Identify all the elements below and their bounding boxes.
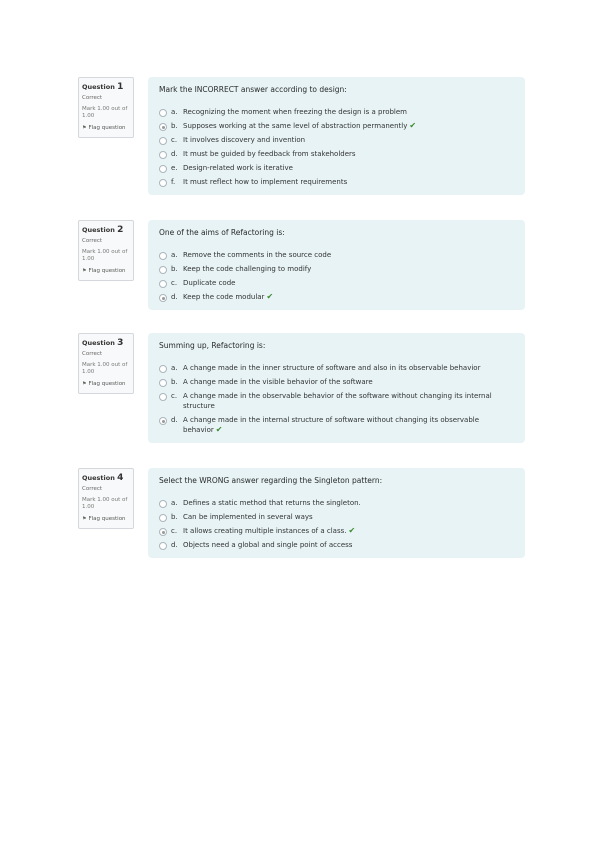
answer-label: A change made in the visible behavior of the software: [183, 378, 373, 386]
answer-text: [183, 540, 515, 550]
answer-option[interactable]: [159, 377, 515, 387]
answer-option[interactable]: [159, 415, 515, 435]
flag-question-label: Flag question: [88, 381, 126, 388]
answer-letter: c.: [171, 527, 178, 535]
correct-check-icon: ✔: [266, 292, 274, 301]
question-content: [148, 468, 525, 558]
answer-text: [183, 264, 515, 274]
question-grade: Mark 1.00 out of 1.00: [82, 362, 128, 376]
flag-question-link[interactable]: [82, 381, 130, 387]
answer-label: Keep the code modular: [183, 293, 265, 301]
correct-check-icon: ✔: [409, 121, 417, 130]
answer-letter: b.: [171, 378, 178, 386]
answer-letter: a.: [171, 364, 178, 372]
answer-letter: c.: [171, 136, 178, 144]
answer-label: Objects need a global and single point of access: [183, 541, 353, 549]
answer-text: [183, 149, 515, 159]
question-num: 3: [117, 338, 124, 348]
answer-letter: c.: [171, 279, 178, 287]
answer-text: [183, 415, 515, 435]
question-info: [78, 77, 134, 138]
answer-text: [183, 363, 515, 373]
answer-letter: a.: [171, 108, 178, 116]
question-number: [82, 82, 130, 92]
question-num: 1: [117, 82, 124, 92]
answer-radio[interactable]: [159, 151, 167, 159]
question-number: [82, 473, 130, 483]
answer-option[interactable]: [159, 107, 515, 117]
question-content: [148, 220, 525, 310]
question-label: Question: [82, 83, 115, 91]
answer-radio[interactable]: [159, 379, 167, 387]
answer-text: [183, 498, 515, 508]
answer-letter: c.: [171, 392, 178, 400]
answer-option[interactable]: [159, 526, 515, 536]
answer-radio[interactable]: [159, 179, 167, 187]
answer-text: [183, 121, 515, 131]
answer-text: [183, 278, 515, 288]
answer-text: [183, 163, 515, 173]
answer-label: It must reflect how to implement requirements: [183, 178, 348, 186]
answer-label: Remove the comments in the source code: [183, 251, 332, 259]
answer-radio[interactable]: [159, 165, 167, 173]
question-num: 2: [117, 225, 124, 235]
flag-icon: ⚑: [82, 516, 87, 523]
question-text: Select the WRONG answer regarding the Singleton pattern:: [159, 476, 383, 485]
answer-text: [183, 177, 515, 187]
correct-check-icon: ✔: [348, 526, 356, 535]
answer-text: [183, 391, 515, 411]
answer-label: It allows creating multiple instances of a class.: [183, 527, 347, 535]
answer-letter: e.: [171, 164, 178, 172]
question-text: Summing up, Refactoring is:: [159, 341, 266, 350]
question-num: 4: [117, 473, 124, 483]
answer-option[interactable]: [159, 264, 515, 274]
answer-option[interactable]: [159, 363, 515, 373]
answer-list: [159, 363, 515, 435]
answer-radio[interactable]: [159, 528, 167, 536]
answer-text: [183, 526, 515, 536]
question-label: Question: [82, 226, 115, 234]
answer-radio[interactable]: [159, 393, 167, 401]
answer-label: Design-related work is iterative: [183, 164, 293, 172]
question-info: [78, 333, 134, 394]
answer-option[interactable]: [159, 250, 515, 260]
flag-question-label: Flag question: [88, 268, 126, 275]
correct-check-icon: ✔: [215, 425, 223, 434]
flag-icon: ⚑: [82, 381, 87, 388]
answer-option[interactable]: [159, 512, 515, 522]
answer-label: Recognizing the moment when freezing the design is a problem: [183, 108, 407, 116]
answer-label: Can be implemented in several ways: [183, 513, 313, 521]
flag-question-label: Flag question: [88, 125, 126, 132]
question-text: Mark the INCORRECT answer according to design:: [159, 85, 347, 94]
question-label: Question: [82, 339, 115, 347]
answer-letter: d.: [171, 150, 178, 158]
answer-option[interactable]: [159, 391, 515, 411]
answer-option[interactable]: [159, 292, 515, 302]
answer-label: It must be guided by feedback from stakeholders: [183, 150, 356, 158]
answer-label: A change made in the internal structure of software without changing its observable behavior: [183, 416, 480, 434]
answer-radio[interactable]: [159, 514, 167, 522]
flag-question-link[interactable]: [82, 516, 130, 522]
question-state: Correct: [82, 238, 103, 244]
answer-text: [183, 512, 515, 522]
question-number: [82, 225, 130, 235]
question-grade: Mark 1.00 out of 1.00: [82, 497, 128, 511]
answer-option[interactable]: [159, 177, 515, 187]
answer-option[interactable]: [159, 163, 515, 173]
answer-letter: d.: [171, 293, 178, 301]
answer-radio[interactable]: [159, 542, 167, 550]
answer-letter: b.: [171, 122, 178, 130]
answer-radio[interactable]: [159, 252, 167, 260]
answer-radio[interactable]: [159, 123, 167, 131]
answer-option[interactable]: [159, 149, 515, 159]
answer-radio[interactable]: [159, 294, 167, 302]
flag-question-label: Flag question: [88, 516, 126, 523]
answer-letter: d.: [171, 416, 178, 424]
answer-option[interactable]: [159, 278, 515, 288]
question-state: Correct: [82, 486, 103, 492]
flag-question-link[interactable]: [82, 268, 130, 274]
answer-radio[interactable]: [159, 417, 167, 425]
answer-letter: b.: [171, 265, 178, 273]
answer-radio[interactable]: [159, 137, 167, 145]
answer-label: Supposes working at the same level of abstraction permanently: [183, 122, 408, 130]
answer-radio[interactable]: [159, 365, 167, 373]
answer-radio[interactable]: [159, 109, 167, 117]
answer-text: [183, 292, 515, 302]
answer-label: Keep the code challenging to modify: [183, 265, 312, 273]
answer-text: [183, 377, 515, 387]
answer-text: [183, 135, 515, 145]
flag-question-link[interactable]: [82, 125, 130, 131]
question-grade: Mark 1.00 out of 1.00: [82, 249, 128, 263]
question-info: [78, 468, 134, 529]
question-state: Correct: [82, 351, 103, 357]
answer-text: [183, 107, 515, 117]
answer-option[interactable]: [159, 121, 515, 131]
answer-radio[interactable]: [159, 500, 167, 508]
answer-label: It involves discovery and invention: [183, 136, 306, 144]
question-content: [148, 77, 525, 195]
answer-text: [183, 250, 515, 260]
question-state: Correct: [82, 95, 103, 101]
flag-icon: ⚑: [82, 125, 87, 132]
flag-icon: ⚑: [82, 268, 87, 275]
answer-option[interactable]: [159, 498, 515, 508]
question-label: Question: [82, 474, 115, 482]
answer-list: [159, 498, 515, 550]
answer-radio[interactable]: [159, 266, 167, 274]
answer-letter: a.: [171, 251, 178, 259]
answer-radio[interactable]: [159, 280, 167, 288]
answer-letter: a.: [171, 499, 178, 507]
question-text: One of the aims of Refactoring is:: [159, 228, 285, 237]
answer-letter: d.: [171, 541, 178, 549]
question-info: [78, 220, 134, 281]
question-number: [82, 338, 130, 348]
answer-letter: f.: [171, 178, 176, 186]
answer-label: A change made in the inner structure of software and also in its observable behavior: [183, 364, 481, 372]
answer-letter: b.: [171, 513, 178, 521]
answer-label: Defines a static method that returns the singleton.: [183, 499, 361, 507]
answer-label: Duplicate code: [183, 279, 236, 287]
question-content: [148, 333, 525, 443]
answer-label: A change made in the observable behavior of the software without changing its internal structure: [183, 392, 492, 410]
answer-list: [159, 250, 515, 302]
answer-option[interactable]: [159, 540, 515, 550]
answer-option[interactable]: [159, 135, 515, 145]
question-grade: Mark 1.00 out of 1.00: [82, 106, 128, 120]
answer-list: [159, 107, 515, 187]
